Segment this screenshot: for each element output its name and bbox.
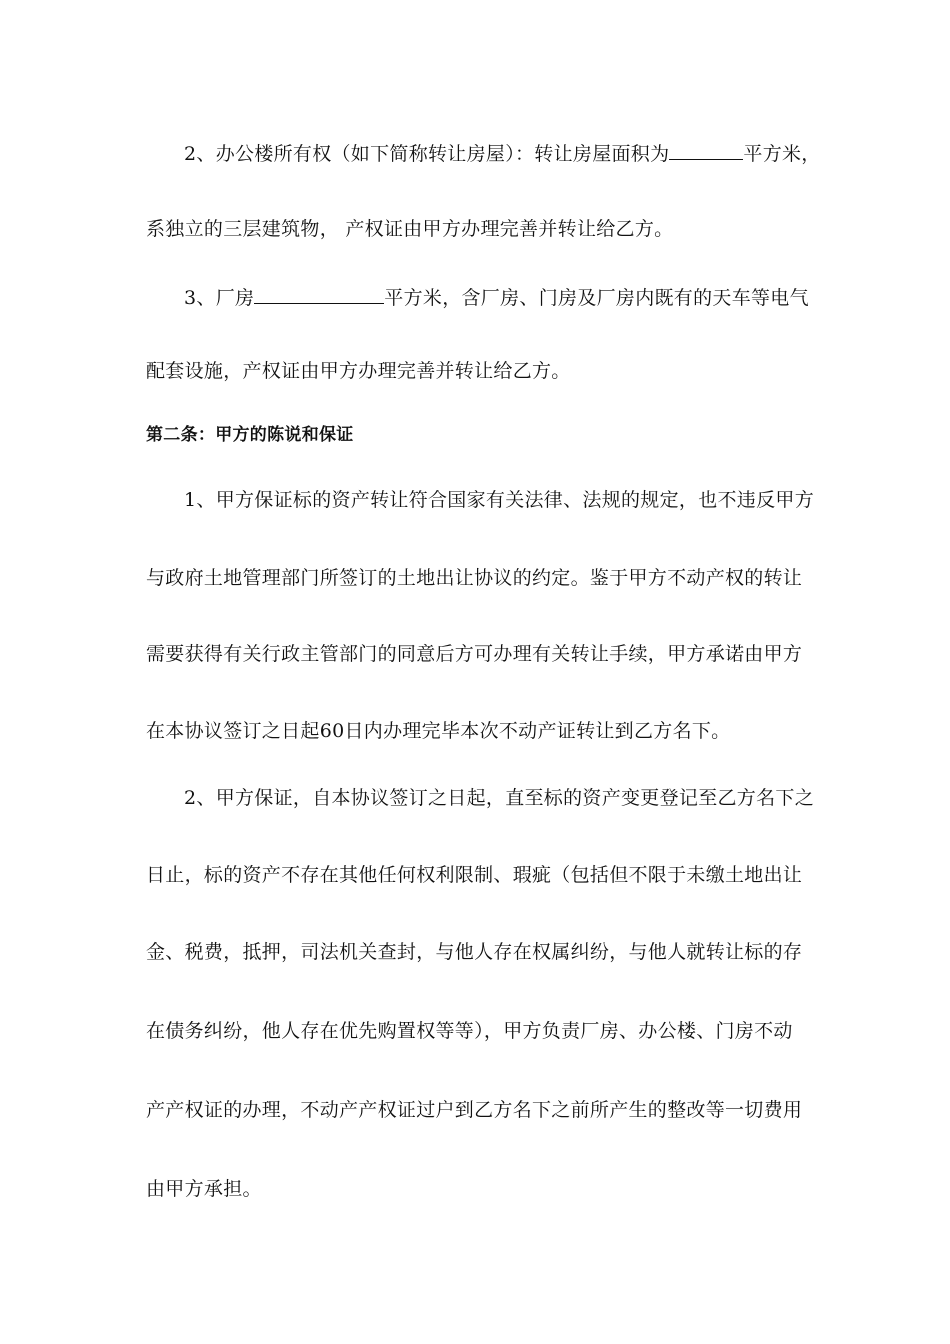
area-blank-field [254,285,384,304]
article-2-item-2-line-5: 产产权证的办理，不动产产权证过户到乙方名下之前所产生的整改等一切费用 [146,1099,803,1121]
article-2-item-2-line-6: 由甲方承担。 [146,1178,262,1200]
article-2-item-2-line-4: 在债务纠纷，他人存在优先购置权等等），甲方负责厂房、办公楼、门房不动 [146,1020,793,1042]
article-2-item-2-line-2: 日止，标的资产不存在其他任何权利限制、瑕疵（包括但不限于未缴土地出让 [146,864,803,886]
area-blank-field [669,141,743,160]
article-2-item-1-line-2: 与政府土地管理部门所签订的土地出让协议的约定。鉴于甲方不动产权的转让 [146,567,803,589]
clause-1-item-2-line-1 [184,141,821,166]
article-2-item-1-line-4: 在本协议签订之日起60日内办理完毕本次不动产证转让到乙方名下。 [146,720,731,742]
clause-text: 2、办公楼所有权（如下简称转让房屋）：转让房屋面积为 [184,143,670,165]
clause-1-item-2-line-2: 系独立的三层建筑物， 产权证由甲方办理完善并转让给乙方。 [146,218,674,240]
article-2-item-2-line-1: 2、甲方保证，自本协议签订之日起，直至标的资产变更登记至乙方名下之 [184,787,814,809]
clause-1-item-3-line-1 [184,285,809,310]
clause-text: 平方米，含厂房、门房及厂房内既有的天车等电气 [384,287,809,309]
article-2-item-1-line-1: 1、甲方保证标的资产转让符合国家有关法律、法规的规定，也不违反甲方 [184,489,814,511]
article-2-heading: 第二条：甲方的陈说和保证 [146,425,354,445]
clause-text: 平方米， [743,143,821,165]
clause-1-item-3-line-2: 配套设施，产权证由甲方办理完善并转让给乙方。 [146,360,571,382]
article-2-item-2-line-3: 金、税费，抵押，司法机关查封，与他人存在权属纠纷，与他人就转让标的存 [146,941,803,963]
article-2-item-1-line-3: 需要获得有关行政主管部门的同意后方可办理有关转让手续，甲方承诺由甲方 [146,643,803,665]
clause-text: 3、厂房 [184,287,255,309]
